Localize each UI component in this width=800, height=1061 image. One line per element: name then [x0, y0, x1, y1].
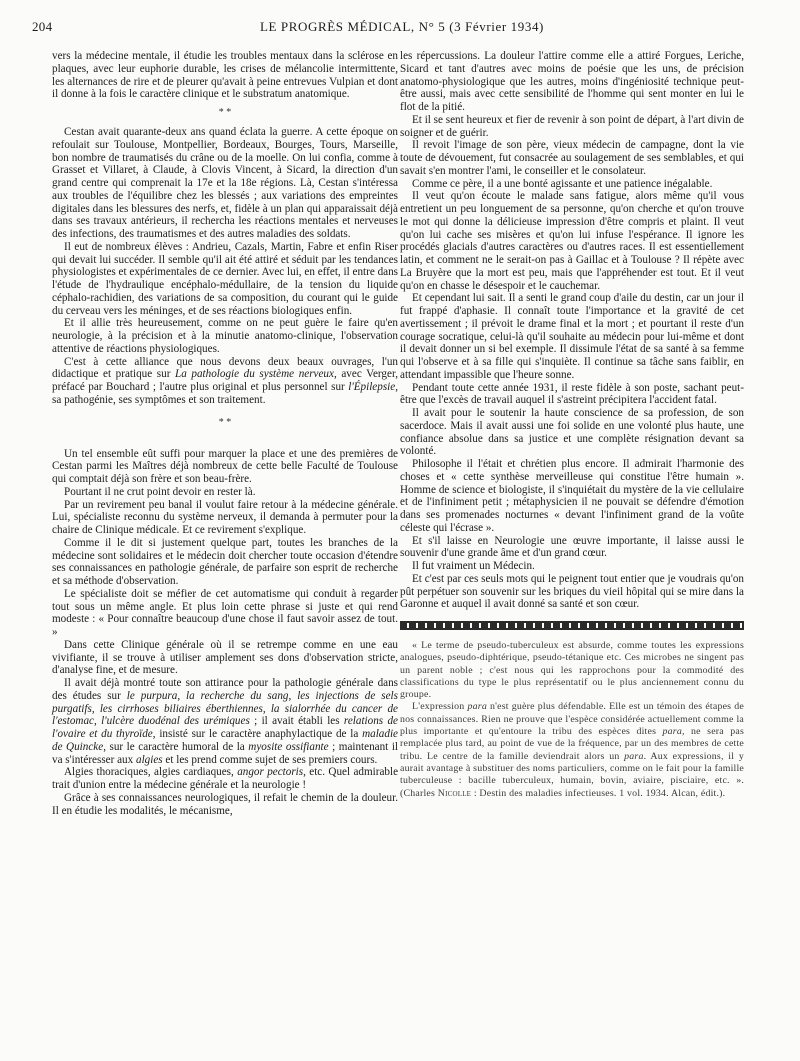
paragraph: Par un revirement peu banal il voulut faire retour à la médecine générale. Lui, spécialiste reconnu du système nerveux, il demanda à permuter pour la chaire de Clinique médicale. Et ce revirement s'explique.: [52, 498, 398, 536]
paragraph: Un tel ensemble eût suffi pour marquer la place et une des premières de Cestan parmi les Maîtres déjà nombreux de cette belle Faculté de Toulouse qui comptait déjà son frère et son beau-frère.: [52, 447, 398, 485]
right-column: [400, 50, 744, 800]
paragraph: Dans cette Clinique générale où il se retrempe comme en une eau vivifiante, il se trouve à utiliser amplement ses dons d'observation stricte, d'analyse fine, et de mesure.: [52, 638, 398, 677]
note-paragraph: L'expression para n'est guère plus défendable. Elle est un témoin des étapes de nos connaissances. Rien ne prouve que l'espèce considérée actuellement comme la plus importante et qu'entoure la tribu des espèces dites para, ne sera pas remplacée plus tard, au point de vue de la fréquence, par un des membres de cette tribu. Le centre de la famille deviendrait alors un para. Aux expressions, il y aurait avantage à substituer des noms particuliers, comme on le fait pour la famille tuberculeuse : bacille tuberculeux, humain, bovin, aviaire, pisciaire, etc. ». (Charles Nicolle : Destin des maladies infectieuses. 1 vol. 1934. Alcan, édit.).: [400, 701, 745, 799]
paragraph: C'est à cette alliance que nous devons deux beaux ouvrages, l'un didactique et pratique sur La pathologie du système nerveux, avec Verger, préfacé par Bouchard ; l'autre plus original et plus personnel sur l'Épilepsie, sa pathogénie, ses symptômes et son traitement.: [52, 355, 398, 406]
note-paragraph: « Le terme de pseudo-tuberculeux est absurde, comme toutes les expressions analogues, pseudo-diphtérique, pseudo-tétanique etc. Ces microbes ne singent pas un parent noble ; c'est nous qui les rapprochons pour la commodité des classifications du type le plus représentatif ou le plus anciennement connu du groupe.: [400, 640, 744, 701]
section-separator: * *: [218, 107, 232, 118]
left-column: [52, 50, 398, 817]
page-number: 204: [32, 19, 53, 34]
paragraph: Et il allie très heureusement, comme on ne peut guère le faire qu'en neurologie, à la précision et à la minutie anatomo-clinique, l'observation attentive de réactions physiologiques.: [52, 317, 398, 355]
paragraph: Comme ce père, il a une bonté agissante et une patience inégalable.: [412, 177, 713, 190]
paragraph: Cestan avait quarante-deux ans quand éclata la guerre. A cette époque on refoulait sur Toulouse, Montpellier, Bordeaux, Bourges, Tours, Marseille, bon nombre de traumatisés du crâne ou de la moelle. On lui confia, comme à Grasset et Villaret, à Claude, à Clovis Vincent, à Sicard, la direction d'un grand centre qui comprenait la 17e et la 18e régions. Là, Cestan s'intéressa aux troubles de l'équilibre chez les blessés ; aux variations des empreintes digitales dans les blessures des nerfs, et, fidèle à un plan qui apparaissait déjà dans ses travaux antérieurs, il rechercha les réactions mentales et nerveuses des infections, des traumatismes et des autres maladies des soldats.: [52, 126, 398, 240]
paragraph: Comme il le dit si justement quelque part, toutes les branches de la médecine sont solidaires et le médecin doit chercher toute occasion d'étendre ses connaissances en pathologie générale, de parfaire son esprit de recherche et sa méthode d'observation.: [52, 536, 398, 587]
ornamental-divider: [400, 621, 744, 630]
paragraph: Et cependant lui sait. Il a senti le grand coup d'aile du destin, car un jour il fut frappé d'aphasie. Il connaît toute l'importance et la gravité de cet avertissement ; il prévoit le drame final et la mort ; et pourtant il reste d'un courage socratique, celui-là qu'il souhaite au médecin pour lui-même et dont il devait donner un si bel exemple. Il dissimule l'état de sa santé à sa femme qui l'observe et à sa fille qui s'inquiète. Il continue sa tâche sans faiblir, en attendant impassible que l'heure sonne.: [400, 292, 744, 381]
paragraph: Il eut de nombreux élèves : Andrieu, Cazals, Martin, Fabre et enfin Riser qui devait lui succéder. Il semble qu'il ait été attiré et séduit par les tendances physiologistes et expérimentales de ce dernier. Avec lui, en effet, il entre dans l'étude de l'hydraulique encéphalo-médullaire, de la tension du liquide céphalo-rachidien, des variations de sa composition, du courant qui le guide du cerveau vers les méninges, et de ses réactions biologiques enfin.: [52, 240, 398, 317]
paragraph: Pendant toute cette année 1931, il reste fidèle à son poste, sachant peut-être que l'excès de travail auquel il s'astreint précipitera l'accident fatal.: [400, 381, 744, 407]
paragraph: Et s'il laisse en Neurologie une œuvre importante, il laisse aussi le souvenir d'une grande âme et d'un grand cœur.: [400, 534, 744, 560]
paragraph: Il veut qu'on écoute le malade sans fatigue, alors même qu'il vous entretient un peu longuement de sa personne, qu'on cherche et qu'on trouve le mot qui donne la délicieuse impression d'être compris et plaint. Il veut qu'on lui cache ses misères et qu'on lui infuse l'espérance. Il ignore les procédés glacials d'autres caractères ou d'autres races. Il est essentiellement latin, et comment ne le serait-on pas à Gaillac et à Toulouse ? Il répète avec La Bruyère que la mort est peu, mais que l'appréhender est tout. Et il veut qu'on en chasse le désespoir et le cauchemar.: [400, 190, 744, 292]
paragraph: Et il se sent heureux et fier de revenir à son point de départ, à l'art divin de soigner et de guérir.: [400, 113, 744, 139]
paragraph: Le spécialiste doit se méfier de cet automatisme qui conduit à regarder tout sous un même angle. Et plus loin cette phrase si juste et qui rend modeste : « Pour connaître beaucoup d'une chose il faut savoir assez de tout. »: [52, 587, 398, 638]
running-title: LE PROGRÈS MÉDICAL, N° 5 (3 Février 1934): [259, 19, 544, 34]
paragraph: Il fut vraiment un Médecin.: [412, 560, 535, 572]
quoted-note: [400, 640, 744, 800]
paragraph: Pourtant il ne crut point devoir en rester là.: [64, 485, 256, 498]
paragraph: Il avait pour le soutenir la haute conscience de sa profession, de son sacerdoce. Mais il avait aussi une foi solide en une volonté plus haute, une confiance absolue dans sa justice et une complète résignation devant sa volonté.: [400, 407, 744, 458]
paragraph: Philosophe il l'était et chrétien plus encore. Il admirait l'harmonie des choses et « cette synthèse merveilleuse qui constitue l'être humain ». Homme de science et biologiste, il s'inquiétait du mystère de la vie cellulaire et de l'infiniment petit ; métaphysicien il ne pouvait se défendre d'émotion dans ses promenades nocturnes « devant l'infiniment grand de la voûte céleste qui l'écrase ».: [400, 458, 744, 534]
paragraph: les répercussions. La douleur l'attire comme elle a attiré Forgues, Leriche, Sicard et tant d'autres avec moins de poésie que les uns, de précision anatomo-physiologique que les autres, moins d'ingéniosité technique peut-être aussi, mais avec cette sensibilité de l'homme qui sent monter en lui le flot de la pitié.: [400, 50, 744, 113]
section-separator: * *: [218, 416, 232, 428]
paragraph: Et c'est par ces seuls mots qui le peignent tout entier que je voudrais qu'on pût perpétuer son souvenir sur les briques du vieil hôpital qui se mire dans la Garonne et auquel il avait donné sa santé et son cœur.: [400, 572, 744, 611]
page-header: [32, 19, 772, 41]
paragraph: Grâce à ses connaissances neurologiques, il refait le chemin de la douleur. Il en étudie les modalités, le mécanisme,: [52, 791, 398, 817]
paragraph: Il avait déjà montré toute son attirance pour la pathologie générale dans des études sur le purpura, la recherche du sang, les injections de sels purgatifs, les cirrhoses biliaires éberthiennes, la sialorrhée du cancer de l'estomac, l'ulcère duodénal des urémiques ; il avait établi les relations de l'ovaire et du thyroïde, insisté sur le caractère anaphylactique de la maladie de Quincke, sur le caractère humoral de la myosite ossifiante ; maintenant il va s'intéresser aux algies et les prend comme sujet de ses premiers cours.: [52, 677, 399, 766]
paragraph: vers la médecine mentale, il étudie les troubles mentaux dans la sclérose en plaques, avec leur euphorie durable, les crises de mélancolie intermittente, les alternances de rire et de pleurer qu'avait à peine entrevues Vulpian et dont il donne à la fois le caractère clinique et le substratum anatomique.: [52, 50, 398, 101]
paragraph: Algies thoraciques, algies cardiaques, angor pectoris, etc. Quel admirable trait d'union entre la médecine générale et la neurologie !: [52, 766, 399, 791]
paragraph: Il revoit l'image de son père, vieux médecin de campagne, dont la vie toute de dévouement, fut consacrée au soulagement de ses semblables, et qui savait s'en montrer l'ami, le conseiller et le consolateur.: [400, 139, 744, 177]
